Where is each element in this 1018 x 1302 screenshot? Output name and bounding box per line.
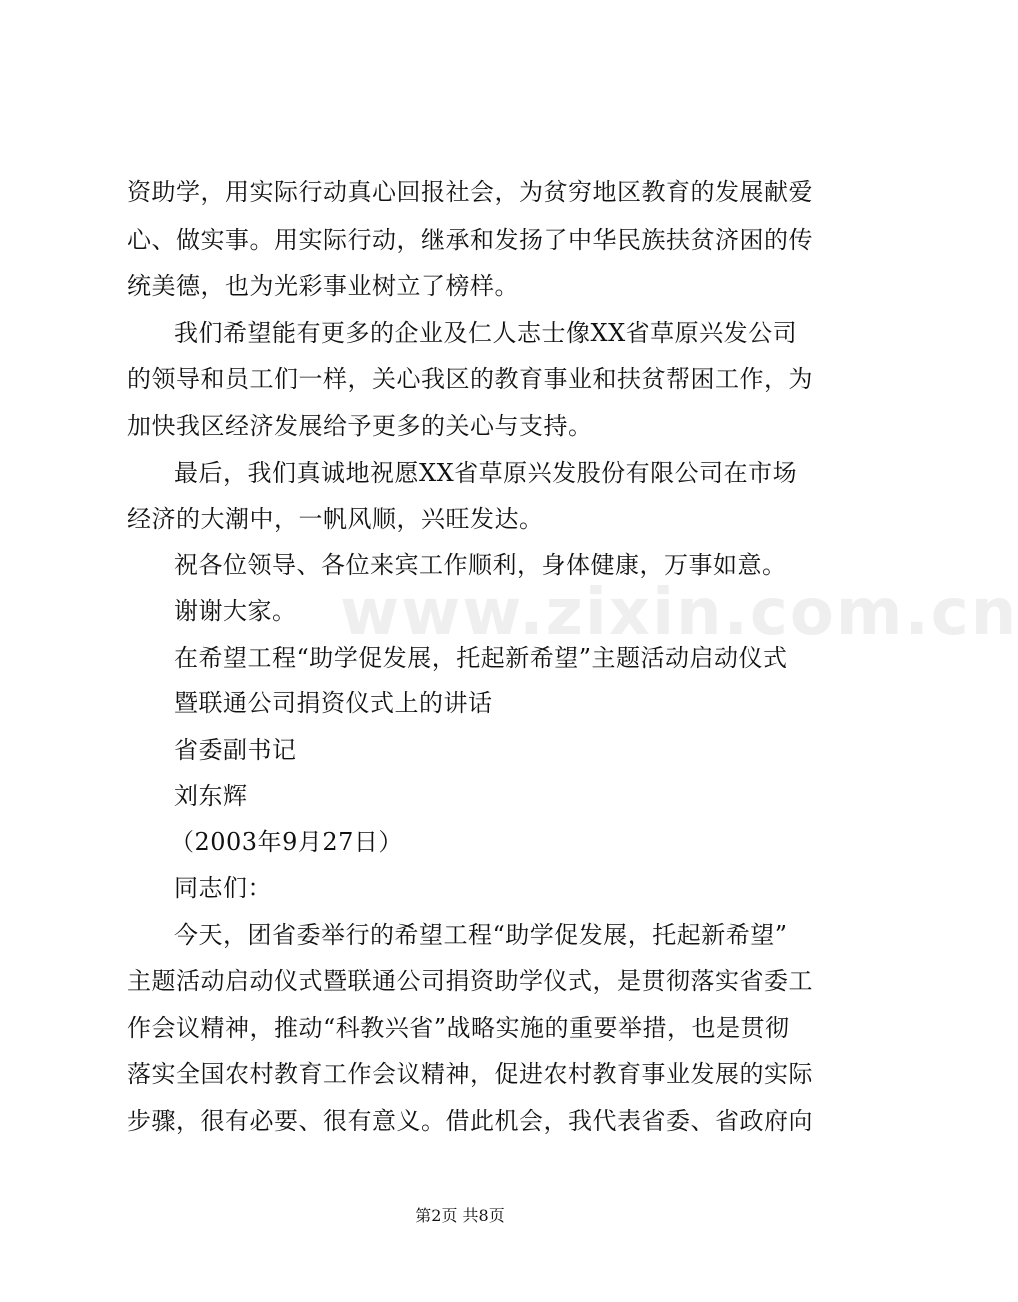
paragraph-line: 步骤，很有必要、很有意义。借此机会，我代表省委、省政府向: [127, 1107, 813, 1135]
paragraph-line: 谢谢大家。: [174, 597, 297, 625]
page-number: 第2页 共8页: [415, 1206, 505, 1225]
speech-date: （2003年9月27日）: [170, 828, 403, 856]
paragraph-line: 主题活动启动仪式暨联通公司捐资助学仪式，是贯彻落实省委工: [127, 967, 813, 995]
speaker-position: 省委副书记: [174, 736, 297, 764]
paragraph-line: 今天，团省委举行的希望工程“助学促发展，托起新希望”: [174, 921, 788, 949]
salutation: 同志们：: [174, 874, 272, 902]
paragraph-line: 经济的大潮中，一帆风顺，兴旺发达。: [127, 505, 544, 533]
paragraph-line: 统美德，也为光彩事业树立了榜样。: [127, 272, 519, 300]
speaker-name: 刘东辉: [174, 782, 248, 810]
speech-title: 在希望工程“助学促发展，托起新希望”主题活动启动仪式: [174, 644, 788, 672]
paragraph-line: 资助学，用实际行动真心回报社会，为贫穷地区教育的发展献爱: [127, 178, 813, 206]
paragraph-line: 最后，我们真诚地祝愿XX省草原兴发股份有限公司在市场: [174, 459, 798, 487]
speech-title: 暨联通公司捐资仪式上的讲话: [174, 689, 493, 717]
paragraph-line: 我们希望能有更多的企业及仁人志士像XX省草原兴发公司: [174, 319, 798, 347]
paragraph-line: 加快我区经济发展给予更多的关心与支持。: [127, 412, 593, 440]
watermark: www.zixin.com.cn: [340, 576, 1018, 650]
paragraph-line: 心、做实事。用实际行动，继承和发扬了中华民族扶贫济困的传: [127, 226, 813, 254]
paragraph-line: 的领导和员工们一样，关心我区的教育事业和扶贫帮困工作，为: [127, 365, 813, 393]
paragraph-line: 作会议精神，推动“科教兴省”战略实施的重要举措，也是贯彻: [127, 1014, 790, 1042]
paragraph-line: 落实全国农村教育工作会议精神，促进农村教育事业发展的实际: [127, 1060, 813, 1088]
paragraph-line: 祝各位领导、各位来宾工作顺利，身体健康，万事如意。: [174, 551, 787, 579]
